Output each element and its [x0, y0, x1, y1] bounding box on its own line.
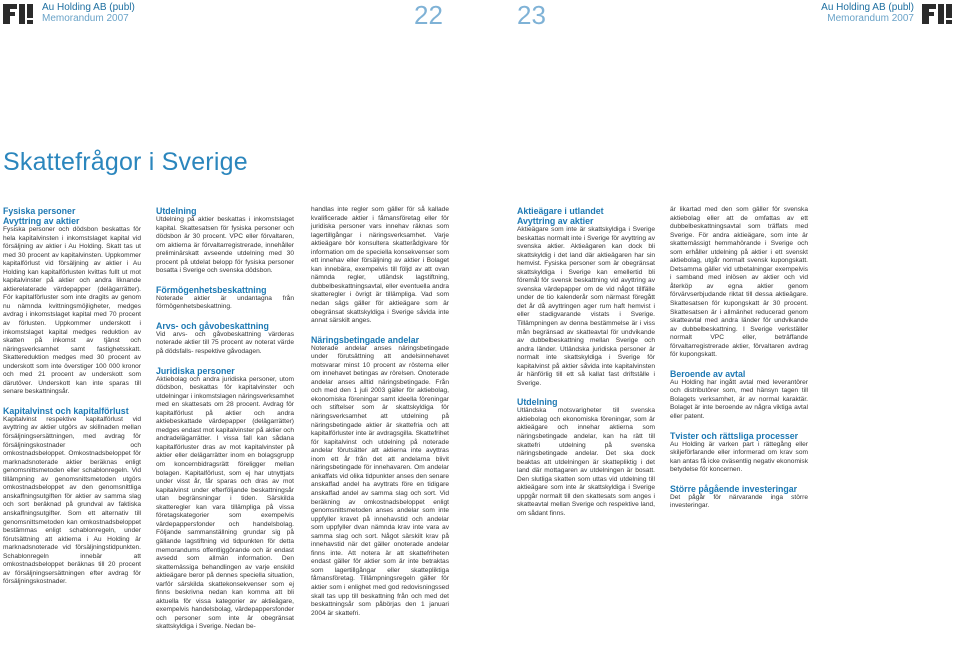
body-paragraph: Aktieägare som inte är skattskyldiga i Sverige beskattas normalt inte i Sverige för avyttring av svenska aktier. Aktieägaren kan dock bli skattskyldig i det land där aktieägaren har sin hemvist. Fysiska personer som är obegränsat skattskyldiga i Sverige kan emellertid bli föremål för svensk beskattning vid avyttring av svenska värdepapper om de vid något tillfälle under de tio kalenderår som närmast föregått det år då avyttringen ager rum haft hemvist i eller stadigvarande vistats i Sverige. Tillämpningen av denna bestämmelse är i viss mån begränsad av skatteavtal för undvikande av dubbelbeskattning mellan Sverige och andra länder. Utländska juridiska personer är normalt inte skattskyldiga i Sverige för kapitalvinst på aktier såvida inte kapitalvinsten är hänförlig till ett så kallat fast driftställe i Sverige. — [517, 226, 655, 387]
section-heading: Kapitalvinst och kapitalförlust — [3, 405, 129, 416]
text-column-1 — [3, 206, 141, 596]
body-paragraph: Utländska motsvarigheter till svenska aktiebolag och ekonomiska föreningar, som är aktieägare och innehar aktierna som näringsbetingade andelar, kan ha rätt till skattefri utdelning på svenska näringsbetingade andelar. Det ska dock beaktas att utdelningen är skattepliktig i det land där mottagaren av utdelningen är bosatt. Den slutliga skatten som uttas vid utdelning till aktieägare som inte är skattskyldiga i Sverige uppgår normalt till den skattesats som anges i skatteavtal mellan Sverige och respektive land, om sådant finns. — [517, 407, 655, 517]
body-paragraph: handlas inte regler som gäller för så kallade kvalificerade aktier i fåmansföretag eller för juridiska personer vars innehav räknas som lagertillgångar i näringsverksamhet. Varje aktieägare bör konsultera skatterådgivare för information om de speciella konsekvenser som ett innehav eller försäljning av aktier i Bolaget kan innebära, exempelvis till följd av att ovan nämnda regler, utländsk lagstiftning, dubbelbeskattningsavtal, eller eventuella andra skatteregler i övrigt är tillämpliga. Vad som nedan sägs gäller för aktieägare som är obegränsat skattskyldiga i Sverige såvida inte annat särskilt anges. — [311, 206, 449, 325]
company-logo — [922, 4, 956, 24]
body-paragraph: Au Holding är varken part i rättegång eller skiljeförfarande eller informerad om krav som kan antas få icke oväsentlig negativ ekonomisk betydelse för koncernen. — [670, 440, 808, 474]
document-subtitle: Memorandum 2007 — [42, 13, 129, 24]
page-number-right: 23 — [517, 0, 546, 30]
body-paragraph: Utdelning på aktier beskattas i inkomstslaget kapital. Skattesatsen för fysiska personer och dödsbon är 30 procent. VPC eller förvaltaren, om aktierna är förvaltarregistrerade, innehåller preliminärskatt avseende utdelning med 30 procent på utdelat belopp för fysiska personer bosatta i Sverige och svenska dödsbon. — [156, 216, 294, 275]
body-paragraph: Noterade andelar anses näringsbetingade under förutsättning att andelsinnehavet motsvarar minst 10 procent av rösterna eller om innehavet betingas av rörelsen. Onoterade andelar anses alltid näringsbetingade. Från och med den 1 juli 2003 gäller för aktiebolag, ekonomiska föreningar samt ideella föreningar och stiftelser som är skattskyldiga för näringsverksamhet att utdelning på näringsbetingade aktier är skattefria och att kapitalförluster inte är avdragsgilla. Skattefrihet för kapitalvinst och utdelning på noterade andelar förutsätter att aktierna inte avyttras inom ett år från det att andelarna blivit näringsbetingade för innehavaren. Om andelar ankaffats vid olika tidpunkter anses den senare anskaffad andel ha avyttrats före en tidigare anskaffad andel av samma slag och sort. Vid beräkning av omkostnadsbeloppet enligt genomsnittsmetoden anses andelar som inte uppfyller kravet på innehavstid och andelar som uppfyller dvan nämnda krav inte vara av samma slag och sort. Något särskilt krav på innehavstid när det gäller onoterade andelar finns inte. Att notera är att skattefriheten endast gäller för aktier som är inte betraktas som lagertillgångar eller skattepliktiga fåmansföretag. Tillämpningsregeln gäller för aktier som i enlighet med god redovisningssed skall tas upp till beskattning från och med det beskattningsår som påbörjas den 1 januari 2004 är skattefri. — [311, 344, 449, 617]
document-subtitle: Memorandum 2007 — [827, 13, 914, 24]
body-paragraph: Aktiebolag och andra juridiska personer, utom dödsbon, beskattas för kapitalvinster och utdelningar i inkomstslagen näringsverksamhet med en skattesats om 28 procent. Avdrag för kapitalförlust på aktier och andra aktiebeskattade värdepapper (delägarrätter) medges endast mot kapitalvinster på aktier och andradelägarrätter. I vissa fall kan sådana kapitalförluster dras av mot kapitalvinster på aktier eller delägarrätter inom en bolagsgrupp om koncernbidragsrätt föreligger mellan bolagen. Kapitalförlust, som ej har utnyttjats under visst år, får sparas och dras av mot kapitalvinst under efterföljande beskattningsår utan begränsningar i tiden. Särskilda skatteregler kan vara tillämpliga på vissa företagskategorier som exempelvis värdepappersfonder och handelsbolag. Följande sammanställning grundar sig på gällande lagstiftning vid tidpunkten för detta memorandums offentliggörande och är endast avsedd som allmän information. Den skattemässiga behandlingen av varje enskild aktieägare beror på dennes speciella situation, varför särskilda skattekonsekvenser som ej finns beskrivna nedan kan komma att bli aktuella för vissa kategorier av aktieägare, exempelvis handelsbolag, värdepappersfonder och personer som inte är obegränsat skattskyldiga i Sverige. Nedan be- — [156, 375, 294, 631]
company-name: Au Holding AB (publ) — [821, 2, 914, 13]
body-paragraph: Det pågår för närvarande inga större investeringar. — [670, 493, 808, 510]
body-paragraph: Au Holding har ingått avtal med leverantörer och distributörer som, med hänsyn tagen till Bolagets verksamhet, är av normal karaktär. Bolaget är inte beroende av några viktiga avtal eller patent. — [670, 378, 808, 421]
header-right — [821, 2, 914, 24]
company-name: Au Holding AB (publ) — [42, 2, 135, 13]
section-heading: Aktieägare i utlandet Avyttring av aktier — [517, 206, 604, 226]
section-heading: Utdelning — [156, 206, 197, 216]
section-heading: Näringsbetingade andelar — [311, 334, 420, 345]
header-left — [42, 2, 135, 24]
body-paragraph: Noterade aktier är undantagna från förmögenhetsbeskattning. — [156, 294, 294, 311]
section-heading: Fysiska personer Avyttring av aktier — [3, 206, 80, 226]
body-paragraph: Kapitalvinst respektive kapitalförlust vid avyttring av aktier utgörs av skillnaden mellan försäljningsersättningen, med avdrag för försäljningskostnader och omkostnadsbeloppet. Omkostnadsbeloppet för marknadsnoterade aktier beräknas enligt genomsnittsmetoden eller schablonregeln. Vid tillämpning av genomsnittsmetoden utgörs omkostnadsbeloppet av den genomsnittliga anskaffningsutgiften för aktier av samma slag och sort beräknad på grundval av faktiska anskaffningsutgifter. Som ett alternativ till genomsnittsmetoden kan omkostnadsbeloppet bestämmas enligt schablonregeln, under förutsättning att aktierna i Au Holding är marknadsnoterade vid försäljningstidpunkten. Schablonregeln innebär att omkostnadsbeloppet beräknas till 20 procent av försäljningsersättningen efter avdrag för försäljningskostnader. — [3, 415, 141, 586]
section-heading: Större pågående investeringar — [670, 483, 798, 494]
page-number-left: 22 — [414, 0, 443, 30]
company-logo — [3, 4, 37, 24]
text-column-5 — [670, 206, 808, 520]
text-column-4 — [517, 206, 655, 528]
page-title: Skattefrågor i Sverige — [3, 148, 248, 176]
section-heading: Utdelning — [517, 397, 558, 408]
section-heading: Juridiska personer — [156, 365, 235, 376]
body-paragraph: Fysiska personer och dödsbon beskattas för hela kapitalvinsten i inkomstslaget kapital vid försäljning av aktier i Au Holding. Skatt tas ut med 30 procent av kapitalvinsten. Uppkommer kapitalförlust vid försäljning av aktier i Au Holding kan kapitalförlusten kvittas fullt ut mot kapitalvinster på aktier och andra liknande aktierelaterade värdepapper (delägarrätter). För kapitalförluster som inte dragits av genom nu nämnda kvittningsmöjligheter, medges avdrag i inkomstslaget kapital med 70 procent av förlusten. Uppkommer underskott i inkomstslaget kapital medges reduktion av skatten på inkomst av tjänst och näringsverksamhet samt fastighetsskatt. Skattereduktion medges med 30 procent av underskott som inte överstiger 100 000 kronor och med 21 procent av underskott som därutöver. Underskott kan inte sparas till senare beskattningsår. — [3, 226, 141, 396]
body-paragraph: är likartad med den som gäller för svenska aktiebolag eller att de omfattas av ett dubbelbeskattningsavtal som träffats med Sverige. För andra aktieägare, som inte är skattemässigt hemmahörande i Sverige och som erhåller utdelning på aktier i ett svenskt aktiebolag, utgår normalt svensk kupongskatt. Detsamma gäller vid utbetalningar exempelvis i samband med inlösen av aktier och vid återköp av egna aktier genom förvärvserbjudande riktat till dessa aktieägare. Skattesatsen för kupongskatt är 30 procent. Skattesatsen är i allmänhet reducerad genom skatteavtal med andra länder för undvikande av dubbelbeskattning. I Sverige verkställer normalt VPC eller, beträffande förvaltarregistrerade aktier, förvaltaren avdrag för kupongskatt. — [670, 206, 808, 359]
body-paragraph: Vid arvs- och gåvobeskattning värderas noterade aktier till 75 procent av noterat värde på dödsfalls- respektive gåvodagen. — [156, 330, 294, 356]
text-column-2 — [156, 206, 294, 641]
section-heading: Tvister och rättsliga processer — [670, 430, 799, 441]
section-heading: Arvs- och gåvobeskattning — [156, 320, 269, 331]
text-column-3 — [311, 206, 449, 627]
section-heading: Beroende av avtal — [670, 368, 746, 379]
section-heading: Förmögenhetsbeskattning — [156, 284, 267, 295]
